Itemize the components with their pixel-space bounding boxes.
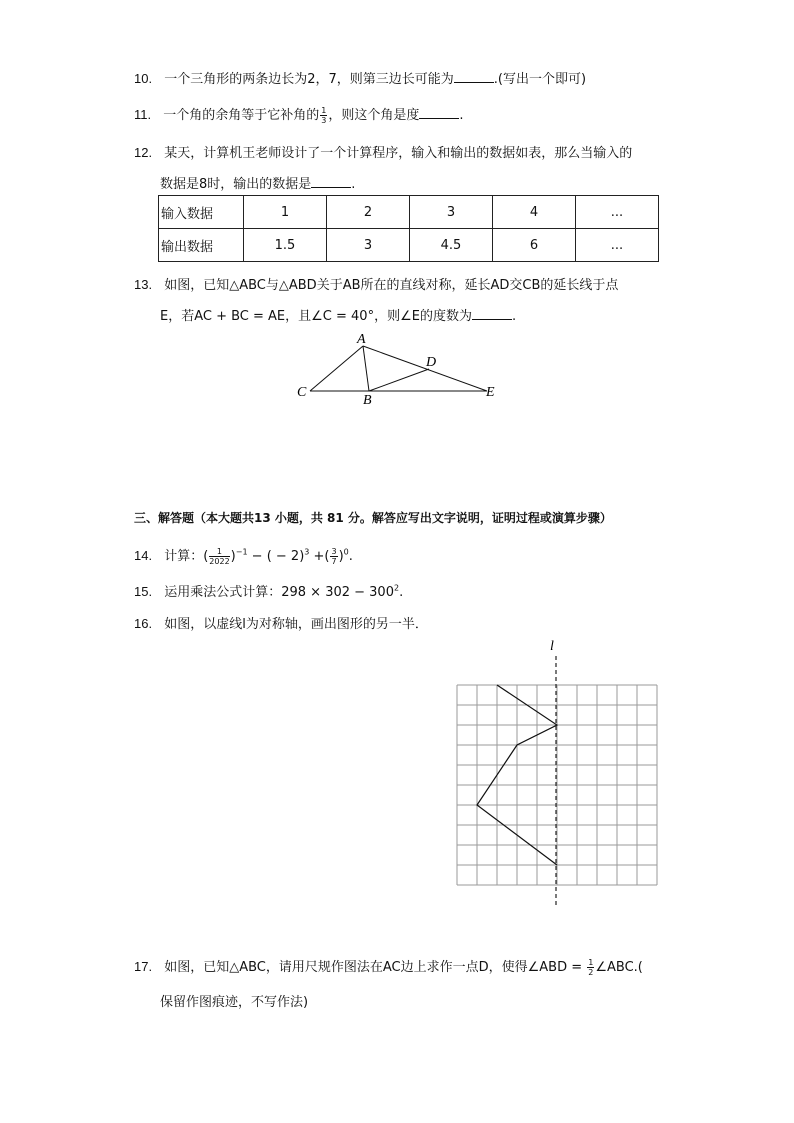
point-label-c: C [297,385,307,400]
question-10 [134,68,586,87]
question-number: 16. [134,616,153,631]
table-cell: 3 [327,229,410,262]
io-table [158,195,659,262]
question-text-tail: . [459,108,464,123]
table-cell: 1 [244,196,327,229]
question-11 [134,104,464,125]
question-13-line2 [160,305,516,324]
question-text-tail: .(写出一个即可) [493,72,587,87]
point-label-a: A [357,332,366,347]
fraction: $\frac{3}{7}$ [331,547,337,566]
question-17 [134,956,643,977]
question-17-line2: 保留作图痕迹，不写作法) [160,995,309,1010]
grid-figure [450,636,665,911]
table-row [159,196,659,229]
line-bd [369,369,429,391]
axis-label: l [550,639,554,654]
answer-blank[interactable] [454,70,494,83]
expression: 计算：( $\frac{1}{2022}$ )$^{-1}$ − ( − 2)$^3$ +( $\frac{3}{7}$ )$^0$. [164,547,353,566]
table-cell: ... [576,229,659,262]
answer-blank[interactable] [472,307,512,320]
answer-blank[interactable] [311,175,351,188]
point-label-d: D [426,355,437,370]
grid-lines [457,685,657,885]
question-number: 12. [134,145,153,160]
fraction: $\frac{1}{3}$ [321,106,327,125]
question-12 [134,142,632,161]
question-text: 运用乘法公式计算：298 × 302 − 300 [164,585,394,600]
exponent: 2 [393,583,400,593]
table-row [159,229,659,262]
question-number: 17. [134,959,153,974]
fraction: $\frac{1}{2022}$ [209,547,230,566]
fraction: $\frac{1}{2}$ [588,958,594,977]
point-label-e: E [486,385,495,400]
question-12-line2 [160,173,355,192]
question-text-mid: ，则这个角是度 [328,108,420,123]
question-16 [134,613,428,632]
question-number: 15. [134,584,153,599]
table-cell: 3 [410,196,493,229]
question-text-line2: E，若AC + BC = AE，且∠C = 40°，则∠E的度数为 [160,309,472,324]
question-number: 11. [134,107,152,122]
question-13 [134,274,618,293]
table-cell: 1.5 [244,229,327,262]
question-text-tail: ∠ABC.( [595,960,643,975]
table-cell: ... [576,196,659,229]
question-number: 10. [134,71,153,86]
section-heading: 三、解答题（本大题共13 小题，共 81 分。解答应写出文字说明，证明过程或演算步骤） [134,511,612,525]
question-number: 14. [134,548,153,563]
answer-blank[interactable] [419,106,459,119]
line-ab [363,346,369,391]
question-text-tail: . [399,585,404,600]
question-text-line1: 如图，已知△ABC与△ABD关于AB所在的直线对称，延长AD交CB的延长线于点 [164,278,619,293]
question-text-tail: . [351,177,356,192]
triangle-figure [290,328,510,410]
table-cell: 输出数据 [159,229,244,262]
table-cell: 4 [493,196,576,229]
question-15 [134,581,403,600]
line-ae [363,346,487,391]
question-text: 一个角的余角等于它补角的 [163,108,320,123]
question-text: 如图，以虚线l为对称轴，画出图形的另一半． [164,617,428,632]
point-label-b: B [363,393,372,408]
question-14 [134,545,353,566]
table-cell: 2 [327,196,410,229]
table-cell: 6 [493,229,576,262]
line-ca [310,346,363,391]
question-text-line1: 如图，已知△ABC，请用尺规作图法在AC边上求作一点D，使得∠ABD = [164,960,587,975]
question-text-tail: . [511,309,517,324]
table-cell: 输入数据 [159,196,244,229]
question-text-line2: 数据是8时，输出的数据是 [160,177,312,192]
question-text: 一个三角形的两条边长为2，7，则第三边长可能为 [164,72,454,87]
question-text-line1: 某天，计算机王老师设计了一个计算程序，输入和输出的数据如表，那么当输入的 [164,146,633,161]
question-number: 13. [134,277,153,292]
table-cell: 4.5 [410,229,493,262]
